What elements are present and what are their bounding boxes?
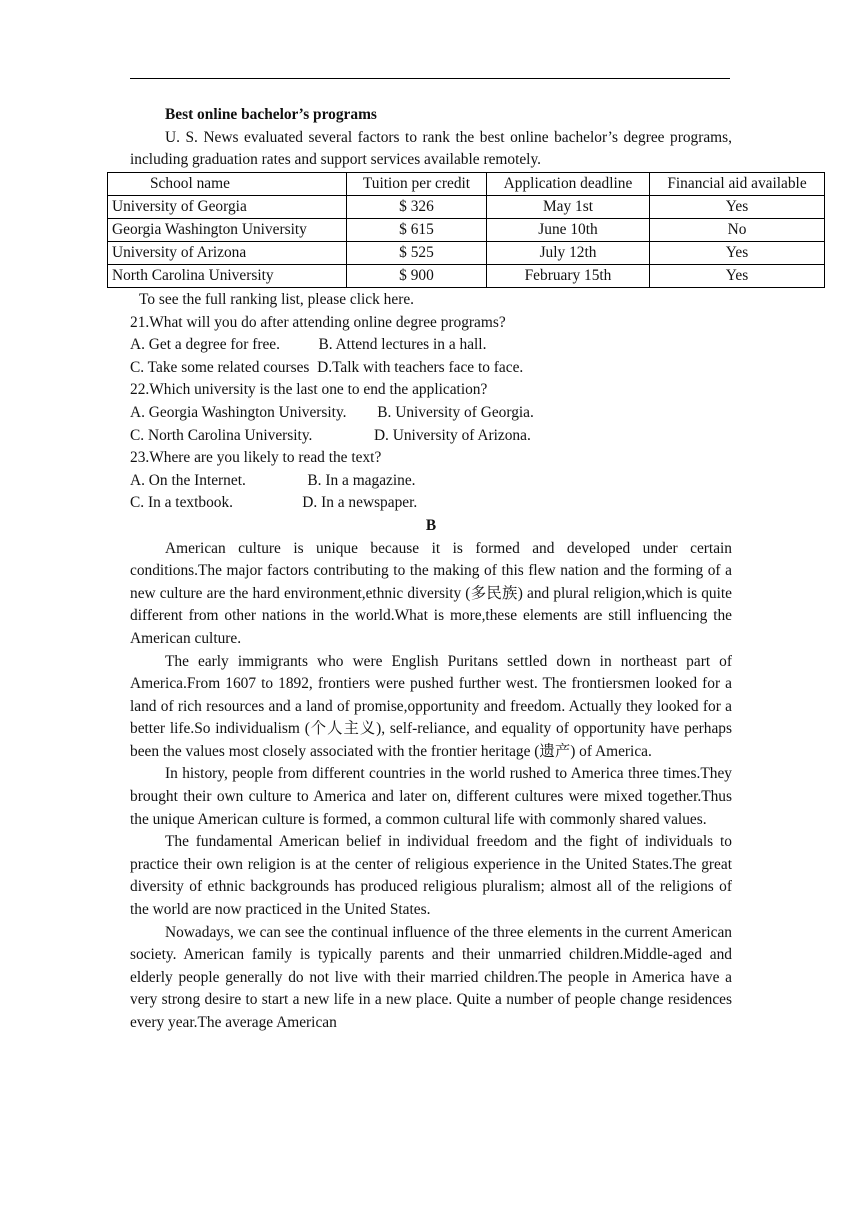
table-cell: $ 900 — [347, 265, 487, 288]
question-23: 23.Where are you likely to read the text? — [130, 449, 382, 467]
body-paragraph: Nowadays, we can see the continual influence of the three elements in the current American society. American family is typically parents and their unmarried children.Middle-aged and elderly people generally do not live with their married children.The people in America have a very strong desire to start a new life in a new place. Quite a number of people change residences every year.The average American — [130, 923, 732, 1031]
table-cell: North Carolina University — [108, 265, 347, 288]
table-cell: $ 615 — [347, 219, 487, 242]
body-paragraph: In history, people from different countries in the world rushed to America three times.They brought their own culture to America and later on, different cultures were mixed together.Thus the unique American culture is formed, a common cultural life with commonly shared values. — [130, 765, 732, 828]
table-cell: No — [650, 219, 825, 242]
table-cell: Yes — [650, 242, 825, 265]
article-heading: Best online bachelor’s programs — [165, 106, 377, 123]
body-paragraph: The fundamental American belief in individual freedom and the fight of individuals to practice their own religion is at the center of religious experience in the United States.The great diversity of ethnic backgrounds has produced religious pluralism; almost all of the religions of the world are now practiced in the United States. — [130, 833, 732, 919]
table-cell: Yes — [650, 196, 825, 219]
table-row — [108, 265, 825, 288]
body-paragraph: The early immigrants who were English Puritans settled down in northeast part of America.From 1607 to 1892, frontiers were pushed further west. The frontiersmen looked for a land of rich resources and a land of promise,opportunity and freedom. Actually they looked for a better life.So individualism (个人主义), self-reliance, and equality of opportunity have perhaps been the values most closely associated with the frontier heritage (遗产) of America. — [130, 652, 732, 760]
table-cell: University of Arizona — [108, 242, 347, 265]
column-header: School name — [108, 173, 347, 196]
table-row — [108, 219, 825, 242]
question-22-options-2: C. North Carolina University. D. University of Arizona. — [130, 426, 531, 444]
table-row — [108, 196, 825, 219]
intro-paragraph: U. S. News evaluated several factors to rank the best online bachelor’s degree programs, including graduation rates and support services available remotely. — [130, 128, 732, 169]
table-cell: $ 326 — [347, 196, 487, 219]
table-header-row — [108, 173, 825, 196]
programs-table — [107, 172, 825, 288]
section-label: B — [425, 516, 437, 534]
table-cell: $ 525 — [347, 242, 487, 265]
question-22: 22.Which university is the last one to end the application? — [130, 381, 488, 399]
question-23-options-2: C. In a textbook. D. In a newspaper. — [130, 494, 418, 512]
question-21: 21.What will you do after attending online degree programs? — [130, 313, 506, 331]
table-cell: June 10th — [487, 219, 650, 242]
article-body — [130, 289, 732, 1035]
article-top — [130, 104, 732, 172]
table-cell: University of Georgia — [108, 196, 347, 219]
question-23-options-1: A. On the Internet. B. In a magazine. — [130, 471, 416, 489]
click-here-note: To see the full ranking list, please click here. — [139, 291, 415, 308]
table-cell: July 12th — [487, 242, 650, 265]
table-cell: Georgia Washington University — [108, 219, 347, 242]
column-header: Tuition per credit — [347, 173, 487, 196]
question-21-options-1: A. Get a degree for free. B. Attend lectures in a hall. — [130, 336, 487, 354]
question-22-options-1: A. Georgia Washington University. B. University of Georgia. — [130, 403, 534, 421]
column-header: Financial aid available — [650, 173, 825, 196]
table-cell: May 1st — [487, 196, 650, 219]
column-header: Application deadline — [487, 173, 650, 196]
question-21-options-2: C. Take some related courses D.Talk with teachers face to face. — [130, 358, 524, 376]
table-row — [108, 242, 825, 265]
header-rule — [130, 78, 730, 79]
body-paragraph: American culture is unique because it is formed and developed under certain conditions.The major factors contributing to the making of this flew nation and the forming of a new culture are the hard environment,ethnic diversity (多民族) and plural religion,which is quite different from other nations in the world.What is more,these elements are still influencing the American culture. — [130, 539, 732, 647]
table-cell: February 15th — [487, 265, 650, 288]
table-cell: Yes — [650, 265, 825, 288]
